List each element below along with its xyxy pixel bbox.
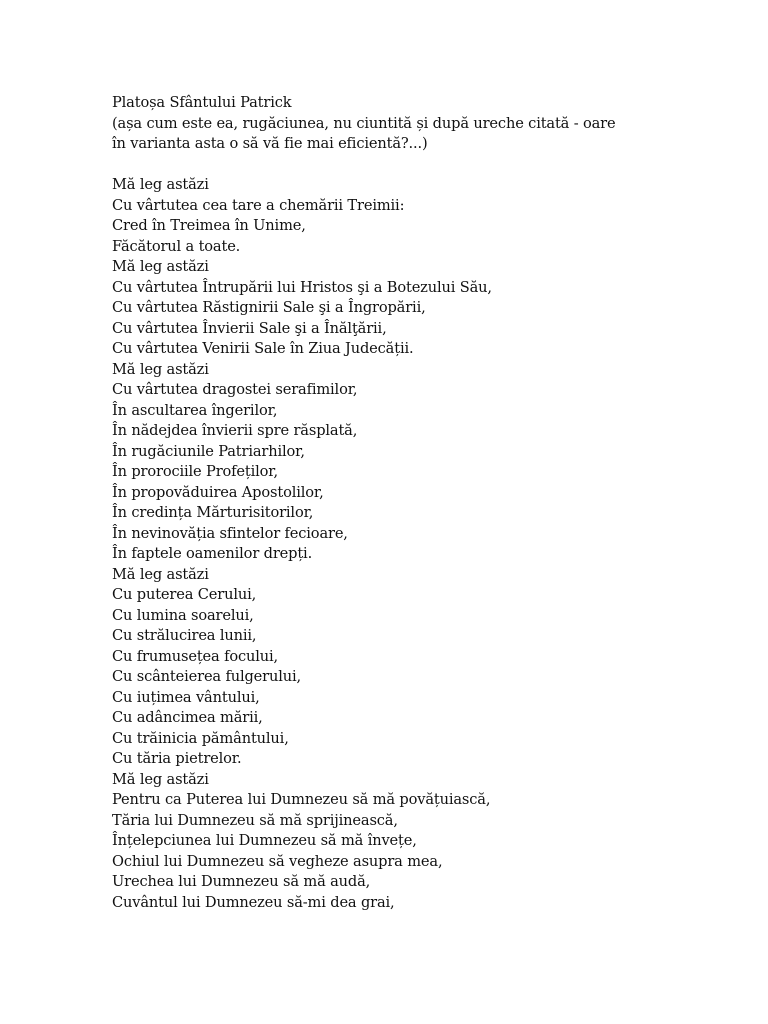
prayer-line: Ochiul lui Dumnezeu să vegheze asupra mea, bbox=[112, 852, 443, 870]
prayer-line: Cu puterea Cerului, bbox=[112, 586, 257, 603]
prayer-line: Pentru ca Puterea lui Dumnezeu să mă povățuiască, bbox=[112, 791, 491, 808]
prayer-line: Cu vârtutea cea tare a chemării Treimii: bbox=[112, 196, 405, 214]
prayer-line: Cred în Treimea în Unime, bbox=[112, 217, 306, 234]
prayer-line: Cu iuțimea vântului, bbox=[112, 688, 260, 706]
prayer-line: Cu strălucirea lunii, bbox=[112, 627, 257, 644]
subtitle-line: (așa cum este ea, rugăciunea, nu ciuntită și după ureche citată - oare bbox=[112, 114, 616, 132]
prayer-line: Cu trăinicia pământului, bbox=[112, 729, 289, 747]
prayer-line: Cu vârtutea dragostei serafimilor, bbox=[112, 381, 358, 398]
prayer-line: Cu tăria pietrelor. bbox=[112, 750, 242, 767]
prayer-line: Mă leg astăzi bbox=[112, 565, 209, 583]
prayer-line: Cu lumina soarelui, bbox=[112, 606, 254, 624]
prayer-line: Înțelepciunea lui Dumnezeu să mă învețe, bbox=[112, 832, 417, 849]
prayer-line: În ascultarea îngerilor, bbox=[112, 401, 278, 419]
prayer-line: Cu vârtutea Răstignirii Sale şi a Îngropării, bbox=[112, 299, 426, 316]
prayer-line: Făcătorul a toate. bbox=[112, 237, 241, 255]
document-text bbox=[112, 93, 672, 913]
prayer-line: Cu vârtutea Venirii Sale în Ziua Judecății. bbox=[112, 340, 414, 357]
prayer-line: În propovăduirea Apostolilor, bbox=[112, 483, 324, 501]
prayer-line: În nevinovăția sfintelor fecioare, bbox=[112, 524, 348, 542]
prayer-line: În rugăciunile Patriarhilor, bbox=[112, 442, 305, 460]
prayer-line: Mă leg astăzi bbox=[112, 770, 209, 788]
subtitle-line: în varianta asta o să vă fie mai eficientă?...) bbox=[112, 135, 428, 152]
document-title: Platoșa Sfântului Patrick bbox=[112, 94, 292, 111]
prayer-line: Cuvântul lui Dumnezeu să-mi dea grai, bbox=[112, 893, 395, 911]
prayer-line: Tăria lui Dumnezeu să mă sprijinească, bbox=[112, 811, 398, 829]
prayer-line: Cu vârtutea Învierii Sale şi a Înălţării, bbox=[112, 319, 387, 337]
prayer-line: În nădejdea învierii spre răsplată, bbox=[112, 422, 358, 439]
prayer-line: Cu scânteierea fulgerului, bbox=[112, 668, 302, 685]
prayer-line: Urechea lui Dumnezeu să mă audă, bbox=[112, 873, 371, 890]
prayer-line: Cu vârtutea Întrupării lui Hristos şi a Botezului Său, bbox=[112, 278, 492, 296]
prayer-line: Cu adâncimea mării, bbox=[112, 709, 263, 726]
prayer-line: Cu frumusețea focului, bbox=[112, 647, 279, 665]
prayer-line: În faptele oamenilor drepți. bbox=[112, 545, 313, 562]
prayer-line: În prorociile Profeților, bbox=[112, 463, 278, 480]
prayer-line: În credința Mărturisitorilor, bbox=[112, 504, 314, 521]
prayer-body bbox=[112, 175, 672, 913]
blank-line bbox=[112, 155, 672, 176]
prayer-line: Mă leg astăzi bbox=[112, 176, 209, 193]
prayer-line: Mă leg astăzi bbox=[112, 360, 209, 378]
prayer-line: Mă leg astăzi bbox=[112, 258, 209, 275]
